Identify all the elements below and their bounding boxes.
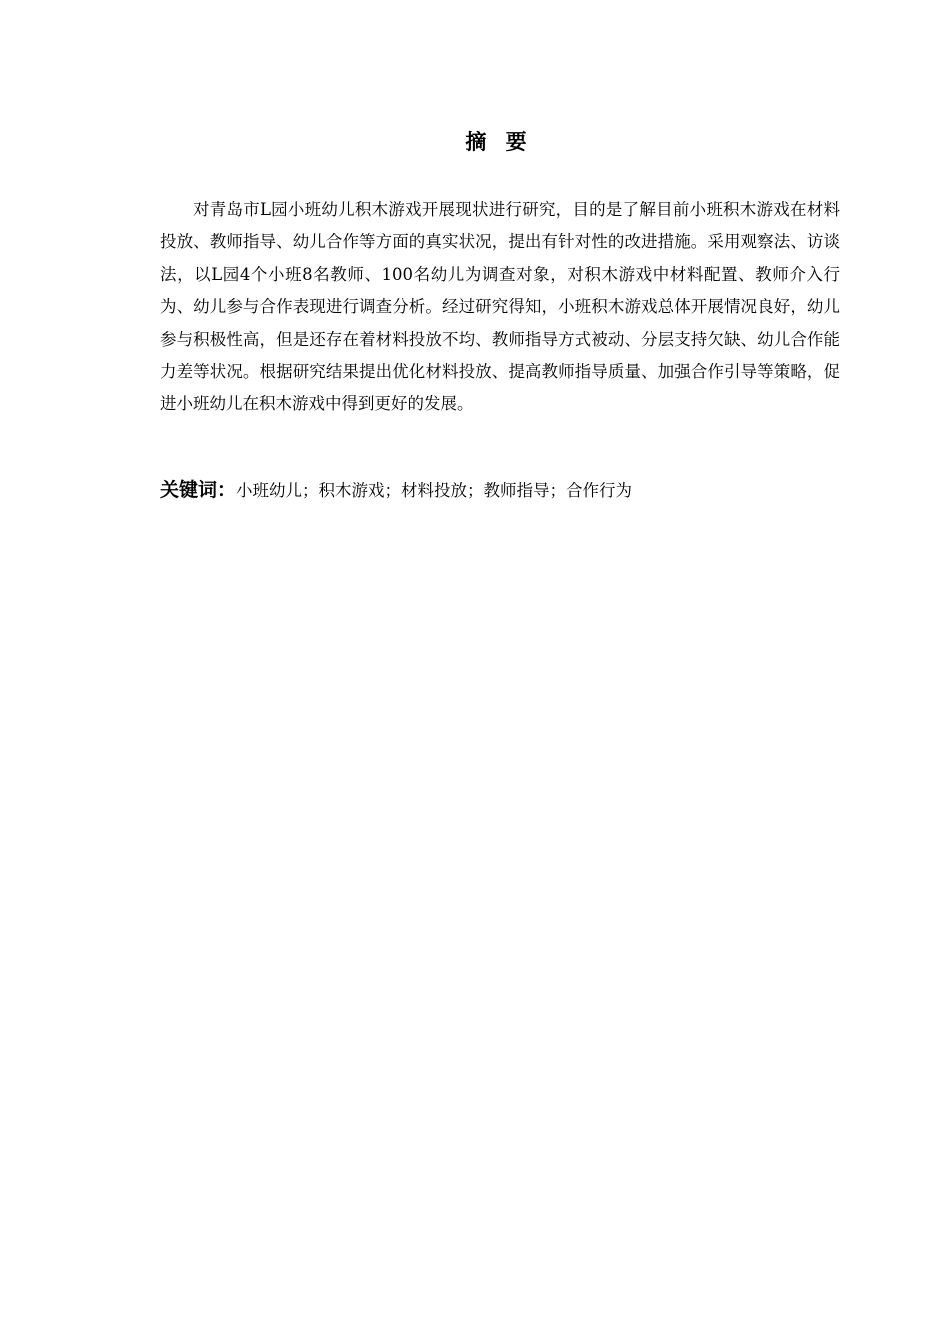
keywords-line <box>160 474 840 507</box>
abstract-title: 摘 要 <box>465 129 533 154</box>
abstract-body: 对青岛市L园小班幼儿积木游戏开展现状进行研究，目的是了解目前小班积木游戏在材料投放、教师指导、幼儿合作等方面的真实状况，提出有针对性的改进措施。采用观察法、访谈法，以L园4个小班8名教师、100名幼儿为调查对象，对积木游戏中材料配置、教师介入行为、幼儿参与合作表现进行调查分析。经过研究得知，小班积木游戏总体开展情况良好，幼儿参与积极性高，但是还存在着材料投放不均、教师指导方式被动、分层支持欠缺、幼儿合作能力差等状况。根据研究结果提出优化材料投放、提高教师指导质量、加强合作引导等策略，促进小班幼儿在积木游戏中得到更好的发展。 <box>160 200 840 414</box>
keywords-label: 关键词： <box>160 479 237 501</box>
keywords-list: 小班幼儿；积木游戏；材料投放；教师指导；合作行为 <box>236 481 633 500</box>
